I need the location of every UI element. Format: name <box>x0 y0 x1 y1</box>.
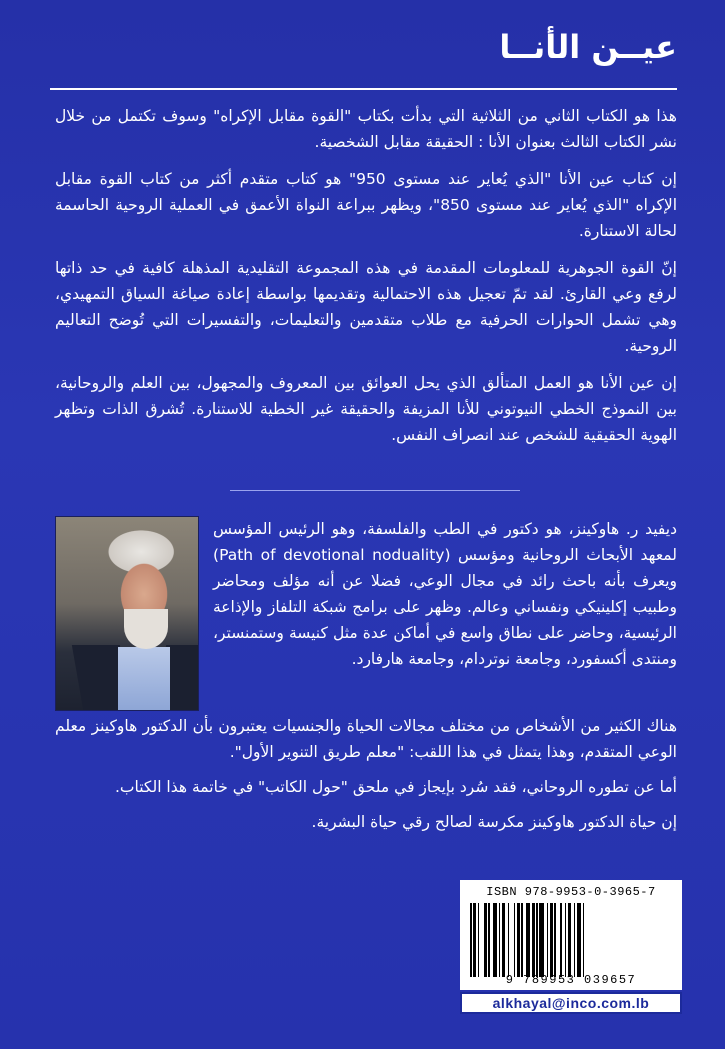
paragraph: هناك الكثير من الأشخاص من مختلف مجالات الحياة والجنسيات يعتبرون بأن الدكتور هاوكينز معلم الوعي المتقدم، وهذا يتمثل في هذا اللقب: "معلم طريق التنوير الأول". <box>55 717 677 761</box>
title-underline <box>50 88 677 90</box>
isbn-label: ISBN 978-9953-0-3965-7 <box>486 885 656 899</box>
barcode-digits: 9 789953 039657 <box>505 973 637 987</box>
author-bio: ديفيد ر. هاوكينز، هو دكتور في الطب والفلسفة، وهو الرئيس المؤسس لمعهد الأبحاث الروحانية ومؤسس (Path of devotional noduality) ويعرف بأنه باحث رائد في مجال الوعي، فضلا عن أنه مؤلف ومحاضر وطبيب إكلينيكي ونفساني وعالم. وظهر على برامج شبكة التلفاز والإذاعة الرئيسية، وحاضر على نطاق واسع في أماكن عدة مثل كنيسة وستمنستر، ومنتدى أكسفورد، وجامعة نوتردام، وجامعة هارفارد. <box>213 520 677 668</box>
paragraph: أما عن تطوره الروحاني، فقد سُرد بإيجاز في ملحق "حول الكاتب" في خاتمة هذا الكتاب. <box>115 778 677 796</box>
section-divider <box>230 490 520 491</box>
horse-rider-logo-icon <box>618 902 678 962</box>
paragraph: إنّ القوة الجوهرية للمعلومات المقدمة في هذه المجموعة التقليدية المذهلة كافية في حد ذاتها لرفع وعي القارئ. لقد تمّ تعجيل هذه الاحتمالية وتقديمها بواسطة إعادة صياغة السياق التمهيدي، وهي تشمل الحوارات الحرفية مع طلاب متقدمين والتعليمات، والتفسيرات التي تُوضح التعاليم الروحية. <box>55 259 677 355</box>
paragraph: إن حياة الدكتور هاوكينز مكرسة لصالح رقي حياة البشرية. <box>311 813 677 831</box>
author-photo <box>55 516 199 711</box>
paragraph: هذا هو الكتاب الثاني من الثلاثية التي بدأت بكتاب "القوة مقابل الإكراه" وسوف تكتمل من خلال نشر الكتاب الثالث بعنوان الأنا : الحقيقة مقابل الشخصية. <box>55 107 677 151</box>
description-block <box>55 103 677 459</box>
paragraph: إن عين الأنا هو العمل المتألق الذي يحل العوائق بين المعروف والمجهول، بين العلم والروحانية، بين النموذج الخطي النيوتوني للأنا المزيفة والحقيقة غير الخطية للاستنارة. تُشرق الذات وتظهر الهوية الحقيقية للشخص عند انصراف النفس. <box>55 374 677 444</box>
publisher-email: alkhayal@inco.com.lb <box>460 992 682 1014</box>
author-block <box>55 516 677 844</box>
paragraph: إن كتاب عين الأنا "الذي يُعاير عند مستوى 950" هو كتاب متقدم أكثر من كتاب القوة مقابل الإكراه "الذي يُعاير عند مستوى 850"، ويظهر ببراعة النواة الأعمق في العملية الروحية الحاسمة لحالة الاستنارة. <box>55 170 677 240</box>
page-title: عيــن الأنــا <box>499 28 677 66</box>
